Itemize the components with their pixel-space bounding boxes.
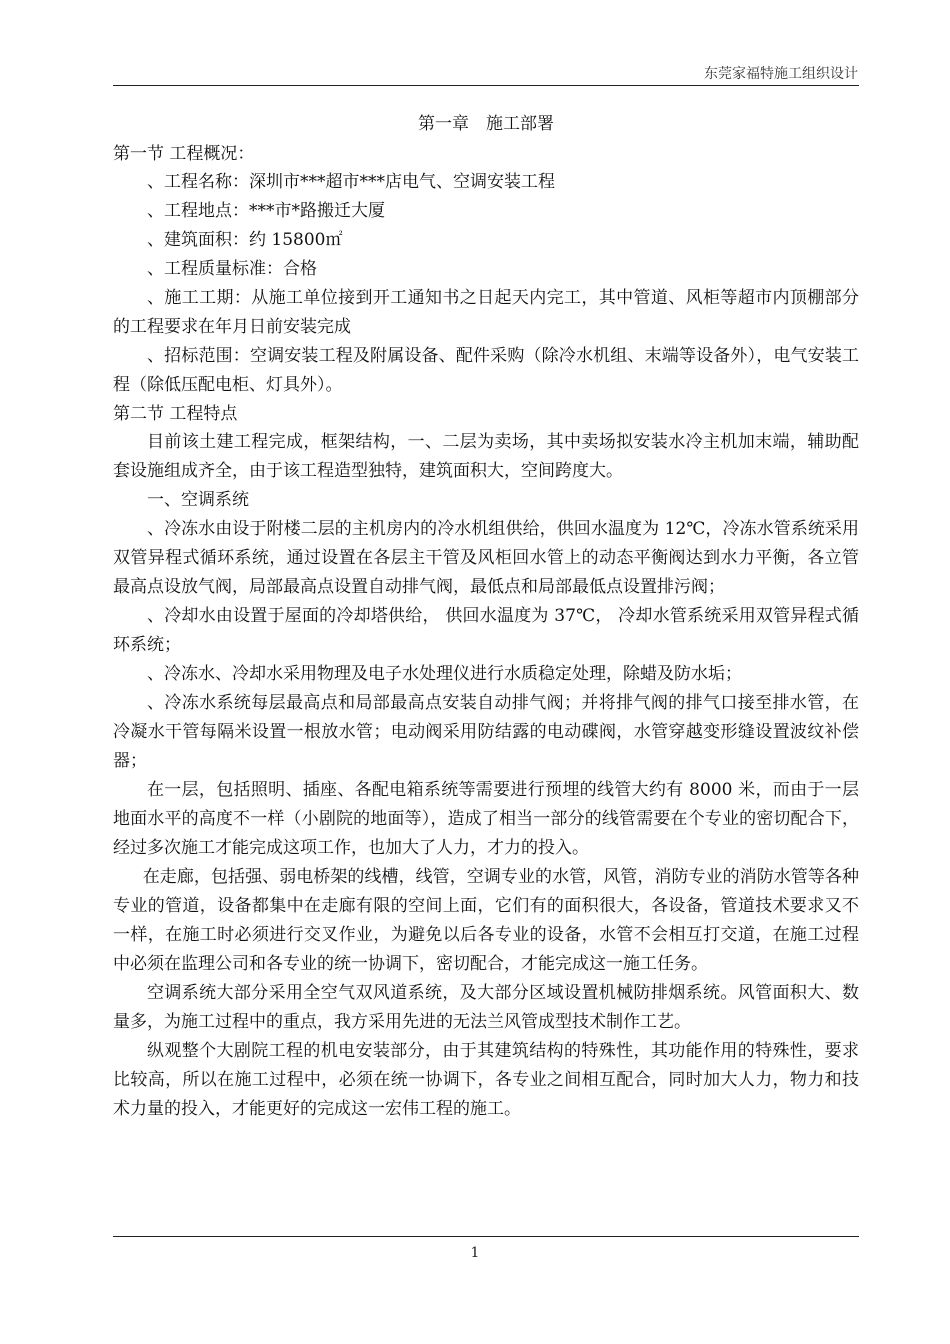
features-paragraph: 在走廊，包括强、弱电桥架的线槽，线管，空调专业的水管，风管，消防专业的消防水管等各种专业的管道，设备都集中在走廊有限的空间上面，它们有的面积很大，各设备，管道技术要求又不一样，在施工时必须进行交叉作业，为避免以后各专业的设备，水管不会相互打交道，在施工过程中必须在监理公司和各专业的统一协调下，密切配合，才能完成这一施工任务。 [113, 867, 859, 974]
section-heading-features: 第二节 工程特点 [113, 404, 238, 424]
footer-divider [113, 1236, 859, 1237]
overview-item: 、工程质量标准：合格 [147, 259, 317, 279]
page-number: 1 [470, 1245, 480, 1261]
hvac-item: 、冷冻水、冷却水采用物理及电子水处理仪进行水质稳定处理，除蜡及防水垢； [147, 664, 742, 684]
overview-item: 、招标范围：空调安装工程及附属设备、配件采购（除冷水机组、末端等设备外），电气安装工程（除低压配电柜、灯具外）。 [113, 346, 859, 395]
overview-item: 、工程地点：***市*路搬迁大厦 [147, 201, 385, 221]
header-divider [113, 85, 859, 86]
hvac-item: 、冷冻水系统每层最高点和局部最高点安装自动排气阀；并将排气阀的排气口接至排水管，在冷凝水干管每隔米设置一根放水管；电动阀采用防结露的电动碟阀，水管穿越变形缝设置波纹补偿器； [113, 693, 859, 771]
features-paragraph: 在一层，包括照明、插座、各配电箱系统等需要进行预埋的线管大约有 8000 米，而由于一层地面水平的高度不一样（小剧院的地面等），造成了相当一部分的线管需要在个专业的密切配合下，经过多次施工才能完成这项工作，也加大了人力，才力的投入。 [113, 780, 859, 858]
header-title: 东莞家福特施工组织设计 [704, 66, 858, 82]
overview-item: 、工程名称：深圳市***超市***店电气、空调安装工程 [147, 172, 555, 192]
features-intro: 目前该土建工程完成，框架结构，一、二层为卖场，其中卖场拟安装水冷主机加末端，辅助配套设施组成齐全，由于该工程造型独特，建筑面积大，空间跨度大。 [113, 432, 859, 481]
features-paragraph: 空调系统大部分采用全空气双风道系统，及大部分区域设置机械防排烟系统。风管面积大、数量多，为施工过程中的重点，我方采用先进的无法兰风管成型技术制作工艺。 [113, 983, 859, 1032]
overview-item: 、建筑面积：约 15800㎡ [147, 230, 343, 250]
section-heading-overview: 第一节 工程概况： [113, 144, 255, 164]
chapter-title: 第一章 施工部署 [418, 114, 554, 134]
overview-item: 、施工工期：从施工单位接到开工通知书之日起天内完工，其中管道、风柜等超市内顶棚部分的工程要求在年月日前安装完成 [113, 288, 859, 337]
features-paragraph: 纵观整个大剧院工程的机电安装部分，由于其建筑结构的特殊性，其功能作用的特殊性，要求比较高，所以在施工过程中，必须在统一协调下，各专业之间相互配合，同时加大人力，物力和技术力量的投入，才能更好的完成这一宏伟工程的施工。 [113, 1041, 859, 1119]
features-subheading: 一、空调系统 [147, 490, 249, 510]
hvac-item: 、冷冻水由设于附楼二层的主机房内的冷水机组供给，供回水温度为 12℃，冷冻水管系统采用双管异程式循环系统，通过设置在各层主干管及风柜回水管上的动态平衡阀达到水力平衡，各立管最高点设放气阀，局部最高点设置自动排气阀，最低点和局部最低点设置排污阀； [113, 519, 859, 597]
hvac-item: 、冷却水由设置于屋面的冷却塔供给， 供回水温度为 37℃， 冷却水管系统采用双管异程式循环系统； [113, 606, 859, 655]
document-body [113, 110, 859, 1124]
